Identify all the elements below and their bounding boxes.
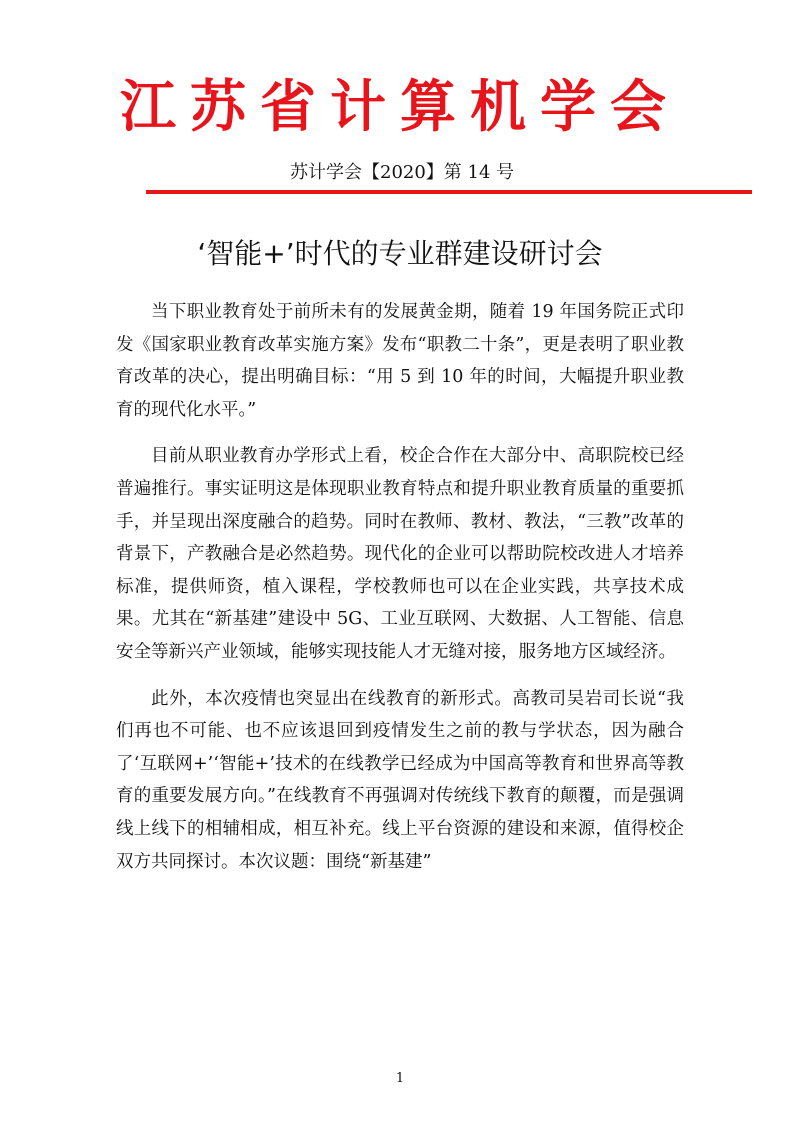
body-paragraph-1: 当下职业教育处于前所未有的发展黄金期，随着 19 年国务院正式印发《国家职业教育改革实施方案》发布“职教二十条”，更是表明了职业教育改革的决心，提出明确目标：“用 5 到 10 年的时间，大幅提升职业教育的现代化水平。” xyxy=(116,302,684,420)
document-title: ‘智能+’时代的专业群建设研讨会 xyxy=(197,237,603,270)
organization-name: 江苏省计算机学会 xyxy=(120,74,680,140)
page-number: 1 xyxy=(395,1071,405,1086)
document-body xyxy=(116,296,684,892)
header-divider xyxy=(146,190,752,194)
body-paragraph-3: 此外，本次疫情也突显出在线教育的新形式。高教司吴岩司长说“我们再也不可能、也不应该退回到疫情发生之前的教与学状态，因为融合了‘互联网+’‘智能+’技术的在线教学已经成为中国高等教育和世界高等教育的重要发展方向。”在线教育不再强调对传统线下教育的颠覆，而是强调线上线下的相辅相成，相互补充。线上平台资源的建设和来源，值得校企双方共同探讨。本次议题：围绕“新基建” xyxy=(116,688,684,872)
body-paragraph-2: 目前从职业教育办学形式上看，校企合作在大部分中、高职院校已经普遍推行。事实证明这是体现职业教育特点和提升职业教育质量的重要抓手，并呈现出深度融合的趋势。同时在教师、教材、教法，“三教”改革的背景下，产教融合是必然趋势。现代化的企业可以帮助院校改进人才培养标准，提供师资，植入课程，学校教师也可以在企业实践，共享技术成果。尤其在“新基建”建设中 5G、工业互联网、大数据、人工智能、信息安全等新兴产业领域，能够实现技能人才无缝对接，服务地方区域经济。 xyxy=(116,446,684,662)
document-number: 苏计学会【2020】第 14 号 xyxy=(290,162,515,183)
